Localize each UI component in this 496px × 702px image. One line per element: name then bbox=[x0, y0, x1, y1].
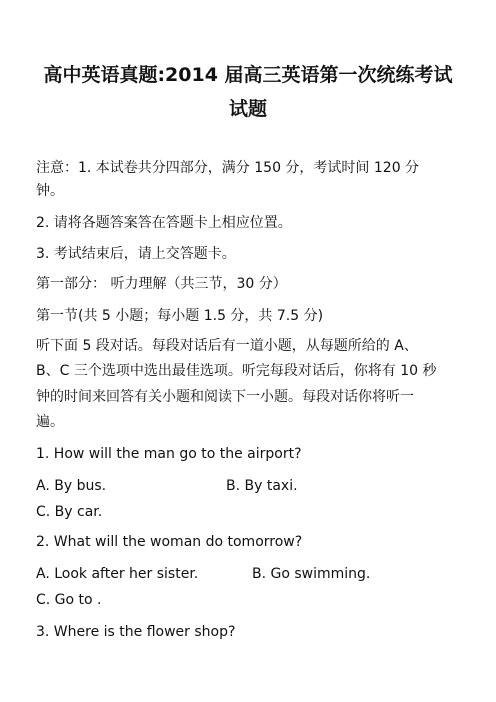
part-1-heading: 第一部分： 听力理解（共三节，30 分） bbox=[36, 276, 287, 292]
instruction-line-2: B、C 三个选项中选出最佳选项。听完每段对话后，你将有 10 秒 bbox=[36, 363, 437, 379]
question-2-option-c: C. Go to . bbox=[36, 592, 102, 608]
document-title-line-1: 高中英语真题:2014 届高三英语第一次统练考试 bbox=[43, 64, 453, 86]
instruction-line-3: 钟的时间来回答有关小题和阅读下一小题。每段对话你将听一 bbox=[36, 389, 414, 405]
instruction-line-4: 遍。 bbox=[36, 414, 64, 430]
notice-line-2: 钟。 bbox=[36, 183, 64, 199]
section-1-heading: 第一节(共 5 小题；每小题 1.5 分，共 7.5 分) bbox=[36, 308, 324, 324]
question-1-option-a: A. By bus. bbox=[36, 478, 107, 494]
question-1-option-c: C. By car. bbox=[36, 504, 103, 520]
question-2: 2. What will the woman do tomorrow? bbox=[36, 534, 303, 550]
question-1-option-b: B. By taxi. bbox=[226, 478, 298, 494]
notice-item-3: 3. 考试结束后，请上交答题卡。 bbox=[36, 246, 236, 262]
question-1: 1. How will the man go to the airport? bbox=[36, 446, 302, 462]
notice-line-1: 注意：1. 本试卷共分四部分，满分 150 分，考试时间 120 分 bbox=[36, 160, 420, 176]
instruction-line-1: 听下面 5 段对话。每段对话后有一道小题，从每题所给的 A、 bbox=[36, 338, 418, 354]
notice-item-2: 2. 请将各题答案答在答题卡上相应位置。 bbox=[36, 215, 292, 231]
document-title-line-2: 试题 bbox=[228, 98, 267, 120]
question-2-option-b: B. Go swimming. bbox=[252, 566, 371, 582]
question-3: 3. Where is the flower shop? bbox=[36, 624, 236, 640]
question-2-option-a: A. Look after her sister. bbox=[36, 566, 199, 582]
